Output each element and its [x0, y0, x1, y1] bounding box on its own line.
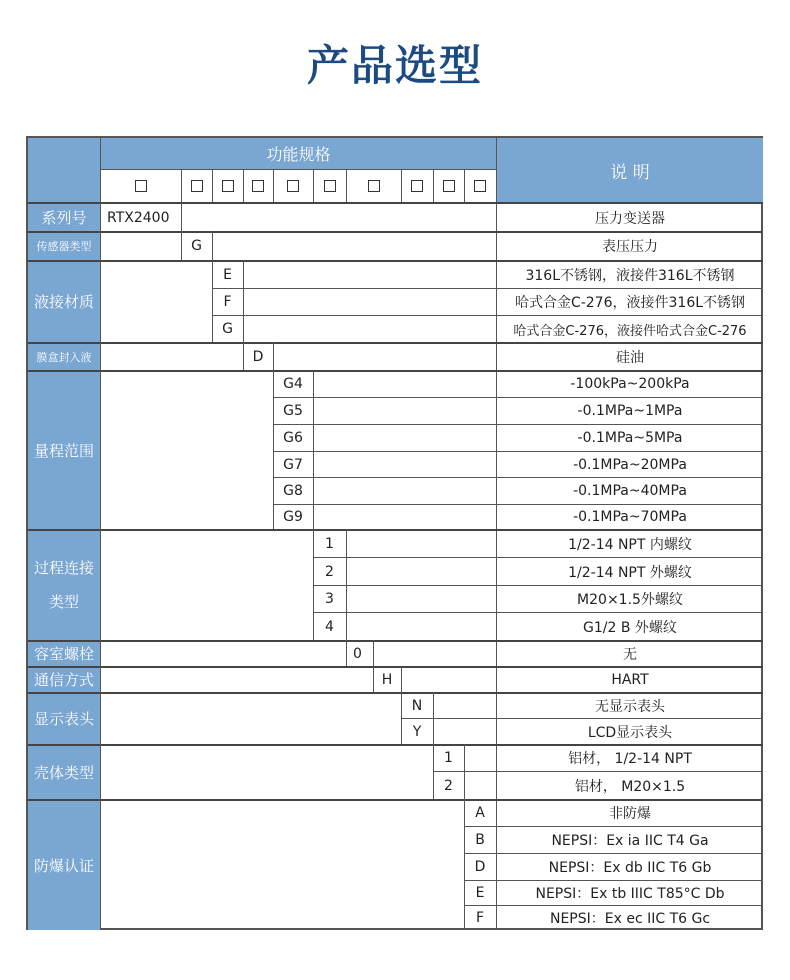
desc-process-1: 1/2-14 NPT 内螺纹 — [568, 536, 692, 553]
grid-line — [496, 138, 497, 930]
desc-explosion-a: 非防爆 — [609, 806, 651, 822]
grid-line — [212, 315, 763, 316]
desc-display-n: 无显示表头 — [595, 698, 665, 715]
checkbox[interactable] — [222, 180, 234, 192]
category-comm: 通信方式 — [28, 667, 100, 692]
grid-line — [464, 826, 763, 827]
code-process-2: 2 — [325, 563, 334, 580]
grid-line — [212, 288, 763, 289]
grid-line — [433, 169, 434, 202]
desc-explosion-b: NEPSI：Ex ia IIC T4 Ga — [551, 833, 709, 849]
grid-line — [243, 260, 244, 342]
grid-line — [28, 799, 763, 801]
code-housing-2: 2 — [444, 777, 453, 794]
grid-line — [313, 529, 314, 640]
code-material-e: E — [223, 266, 232, 283]
code-explosion-a: A — [475, 805, 485, 821]
code-explosion-f: F — [475, 910, 485, 926]
desc-range-g5: -0.1MPa~1MPa — [577, 403, 683, 419]
grid-line — [181, 169, 182, 202]
checkbox-cell[interactable] — [101, 170, 181, 202]
desc-material-g: 哈式合金C-276，液接件哈式合金C-276 — [513, 323, 747, 339]
grid-line — [401, 692, 402, 744]
grid-line — [346, 640, 347, 666]
desc-process-3: M20×1.5外螺纹 — [577, 592, 683, 608]
grid-line — [464, 744, 465, 799]
code-housing-1: 1 — [444, 750, 453, 766]
code-range-g7: G7 — [283, 456, 303, 473]
category-bolt: 容室螺栓 — [28, 641, 100, 666]
code-range-g5: G5 — [283, 403, 303, 419]
grid-line — [212, 231, 213, 260]
grid-line — [28, 692, 763, 694]
grid-line — [273, 477, 763, 478]
desc-bolt: 无 — [623, 646, 637, 663]
grid-line — [313, 370, 314, 529]
grid-line — [313, 557, 763, 558]
checkbox[interactable] — [368, 180, 380, 192]
grid-line — [464, 799, 465, 930]
desc-explosion-d: NEPSI：Ex db IIC T6 Gb — [548, 860, 712, 876]
desc-housing-2: 铝材， M20×1.5 — [574, 778, 686, 795]
grid-line — [28, 666, 763, 668]
checkbox[interactable] — [324, 180, 336, 192]
category-sensor: 传感器类型 — [28, 232, 100, 260]
checkbox[interactable] — [443, 180, 455, 192]
header-corner — [28, 138, 100, 202]
desc-material-f: 哈式合金C-276，液接件316L不锈钢 — [514, 295, 746, 311]
spec-header: 功能规格 — [101, 138, 496, 169]
grid-line — [212, 169, 213, 202]
desc-explosion-f: NEPSI：Ex ec IIC T6 Gc — [549, 911, 711, 927]
desc-series: 压力变送器 — [595, 210, 665, 227]
grid-line — [433, 771, 763, 772]
grid-line — [100, 202, 101, 930]
grid-line — [346, 169, 347, 202]
checkbox-cell[interactable] — [181, 170, 212, 202]
code-comm: H — [381, 671, 393, 688]
grid-line — [273, 342, 274, 370]
checkbox-cell[interactable] — [273, 170, 313, 202]
grid-line — [401, 666, 402, 692]
category-fill: 膜盒封入液 — [28, 343, 100, 370]
code-range-g6: G6 — [283, 430, 303, 446]
grid-line — [28, 260, 763, 262]
grid-line — [313, 612, 763, 613]
desc-range-g8: -0.1MPa~40MPa — [573, 483, 687, 499]
grid-line — [28, 529, 763, 531]
grid-line — [464, 905, 763, 906]
grid-line — [273, 451, 763, 452]
grid-line — [28, 202, 763, 204]
code-explosion-e: E — [475, 885, 485, 901]
grid-line — [273, 504, 763, 505]
checkbox-cell[interactable] — [346, 170, 401, 202]
grid-line — [313, 169, 314, 202]
checkbox[interactable] — [411, 180, 423, 192]
checkbox[interactable] — [287, 180, 299, 192]
category-housing: 壳体类型 — [28, 745, 100, 799]
grid-line — [28, 370, 763, 372]
code-process-1: 1 — [325, 535, 334, 552]
desc-housing-1: 铝材， 1/2-14 NPT — [568, 751, 692, 767]
code-material-f: F — [223, 294, 232, 310]
code-range-g9: G9 — [283, 509, 303, 525]
code-process-3: 3 — [325, 591, 334, 607]
grid-line — [433, 692, 434, 744]
desc-process-2: 1/2-14 NPT 外螺纹 — [568, 564, 692, 581]
grid-line — [100, 138, 101, 204]
checkbox[interactable] — [135, 180, 147, 192]
desc-header: 说 明 — [497, 138, 763, 202]
grid-line — [464, 880, 763, 881]
checkbox-cell[interactable] — [401, 170, 433, 202]
desc-process-4: G1/2 B 外螺纹 — [583, 619, 677, 636]
grid-line — [28, 640, 763, 642]
selection-table — [26, 136, 763, 930]
grid-line — [346, 529, 347, 640]
grid-line — [100, 169, 496, 170]
code-explosion-d: D — [474, 859, 486, 875]
category-range: 量程范围 — [28, 371, 100, 529]
grid-line — [273, 424, 763, 425]
desc-comm: HART — [611, 671, 649, 688]
grid-line — [181, 231, 182, 260]
code-fill: D — [252, 348, 264, 365]
code-explosion-b: B — [475, 832, 485, 848]
grid-line — [181, 202, 182, 231]
checkbox-cell[interactable] — [243, 170, 273, 202]
code-range-g4: G4 — [283, 376, 303, 392]
grid-line — [313, 585, 763, 586]
code-bolt: 0 — [353, 645, 362, 662]
grid-line — [401, 718, 763, 719]
grid-line — [243, 169, 244, 202]
grid-line — [28, 342, 763, 344]
code-sensor: G — [191, 238, 202, 254]
code-process-4: 4 — [325, 618, 334, 635]
desc-range-g4: -100kPa~200kPa — [570, 376, 690, 392]
checkbox-cell[interactable] — [464, 170, 496, 202]
grid-line — [28, 744, 763, 746]
desc-fill: 硅油 — [616, 349, 644, 366]
grid-line — [373, 640, 374, 666]
desc-range-g7: -0.1MPa~20MPa — [573, 456, 687, 473]
checkbox-cell[interactable] — [433, 170, 464, 202]
category-process: 过程连接类型 — [28, 530, 100, 640]
desc-range-g6: -0.1MPa~5MPa — [577, 430, 683, 446]
desc-material-e: 316L不锈钢，液接件316L不锈钢 — [525, 267, 735, 284]
checkbox[interactable] — [474, 180, 486, 192]
checkbox[interactable] — [252, 180, 264, 192]
checkbox[interactable] — [191, 180, 203, 192]
code-series: RTX2400 — [107, 209, 170, 226]
code-range-g8: G8 — [283, 483, 303, 499]
grid-line — [273, 397, 763, 398]
grid-line — [464, 853, 763, 854]
desc-display-y: LCD显示表头 — [587, 724, 673, 741]
grid-line — [273, 169, 274, 202]
category-series: 系列号 — [28, 204, 100, 231]
category-explosion: 防爆认证 — [28, 800, 100, 930]
grid-line — [433, 744, 434, 799]
checkbox-cell[interactable] — [212, 170, 243, 202]
grid-line — [243, 342, 244, 370]
desc-sensor: 表压压力 — [602, 239, 658, 255]
category-material: 液接材质 — [28, 261, 100, 342]
checkbox-cell[interactable] — [313, 170, 346, 202]
grid-line — [273, 370, 274, 529]
grid-line — [401, 169, 402, 202]
page-title: 产品选型 — [306, 41, 483, 90]
grid-line — [28, 231, 763, 233]
grid-line — [212, 260, 213, 342]
code-display-y: Y — [412, 723, 422, 740]
code-display-n: N — [411, 697, 423, 714]
grid-line — [464, 169, 465, 202]
code-material-g: G — [222, 321, 233, 337]
desc-range-g9: -0.1MPa~70MPa — [573, 509, 687, 525]
desc-explosion-e: NEPSI：Ex tb IIIC T85°C Db — [535, 886, 725, 902]
category-display: 显示表头 — [28, 693, 100, 744]
grid-line — [373, 666, 374, 692]
